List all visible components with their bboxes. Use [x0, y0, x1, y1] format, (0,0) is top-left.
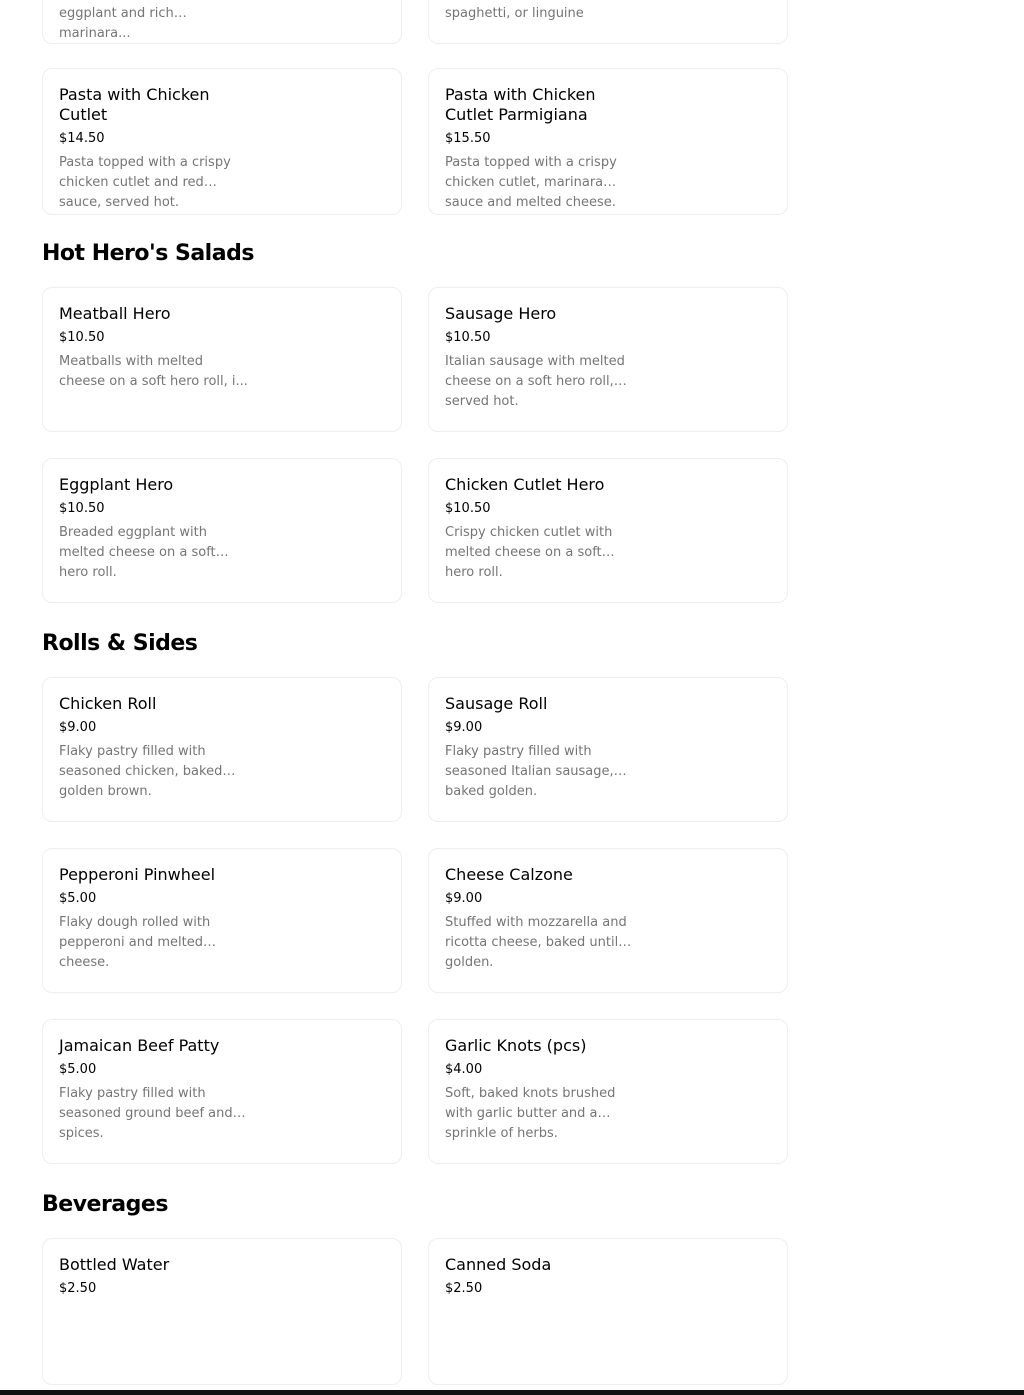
item-description: spaghetti, or linguine [445, 6, 584, 21]
item-price: $9.00 [445, 720, 483, 735]
item-price: $2.50 [445, 1281, 483, 1296]
item-name: Canned Soda [445, 1255, 552, 1274]
item-name: Garlic Knots (pcs) [445, 1036, 587, 1055]
menu-item-card[interactable] [42, 1238, 402, 1385]
menu-item-card[interactable] [428, 1238, 788, 1385]
item-price: $10.50 [59, 330, 105, 345]
item-price: $15.50 [445, 131, 491, 146]
item-name: Sausage Roll [445, 694, 548, 713]
item-price: $5.00 [59, 891, 97, 906]
menu-item-card[interactable] [428, 68, 788, 215]
item-description: Stuffed with mozzarella and ricotta cheese, baked until golden. [445, 915, 627, 970]
item-name: Pasta with Chicken Cutlet [59, 85, 210, 124]
item-description: Breaded eggplant with melted cheese on a soft hero roll. [59, 525, 216, 580]
item-name: Pasta with Chicken Cutlet Parmigiana [445, 85, 596, 124]
item-name: Meatball Hero [59, 304, 171, 323]
item-description: Meatballs with melted cheese on a soft hero roll, i... [59, 354, 248, 389]
item-price: $10.50 [59, 501, 105, 516]
item-description: Soft, baked knots brushed with garlic butter and a sprinkle of herbs. [445, 1086, 616, 1141]
item-description: eggplant and rich marinara... [59, 6, 174, 41]
menu-item-card[interactable] [42, 848, 402, 993]
item-description: Pasta topped with a crispy chicken cutlet, marinara sauce and melted cheese. [445, 155, 617, 210]
item-description: Pasta topped with a crispy chicken cutlet and red sauce, served hot. [59, 155, 231, 210]
item-price: $10.50 [445, 330, 491, 345]
item-price: $9.00 [59, 720, 97, 735]
section-title: Hot Hero's Salads [42, 241, 254, 266]
item-price: $4.00 [445, 1062, 483, 1077]
item-name: Eggplant Hero [59, 475, 174, 494]
section-title: Rolls & Sides [42, 631, 198, 656]
item-description: Flaky pastry filled with seasoned Italian sausage, baked golden. [445, 744, 614, 799]
menu-item-card[interactable] [42, 287, 402, 432]
bottom-bar [0, 1390, 1024, 1395]
item-description: Flaky pastry filled with seasoned chicken, baked golden brown. [59, 744, 223, 799]
item-description: Italian sausage with melted cheese on a soft hero roll, served hot. [445, 354, 625, 409]
item-price: $14.50 [59, 131, 105, 146]
menu-item-card[interactable] [428, 458, 788, 603]
menu-item-card[interactable] [42, 68, 402, 215]
item-name: Pepperoni Pinwheel [59, 865, 216, 884]
item-name: Chicken Roll [59, 694, 157, 713]
menu-item-card[interactable] [42, 0, 402, 44]
item-name: Cheese Calzone [445, 865, 573, 884]
menu-item-card[interactable] [428, 0, 788, 44]
menu-item-card[interactable] [42, 458, 402, 603]
menu-item-card[interactable] [42, 1019, 402, 1164]
section-title: Beverages [42, 1192, 168, 1217]
item-description: Flaky dough rolled with pepperoni and melted cheese. [59, 915, 211, 970]
item-description: Crispy chicken cutlet with melted cheese on a soft hero roll. [445, 525, 613, 580]
item-name: Jamaican Beef Patty [59, 1036, 220, 1055]
menu-item-card[interactable] [428, 287, 788, 432]
item-price: $9.00 [445, 891, 483, 906]
menu-item-card[interactable] [428, 677, 788, 822]
menu-item-card[interactable] [428, 1019, 788, 1164]
item-price: $2.50 [59, 1281, 97, 1296]
menu-item-card[interactable] [42, 677, 402, 822]
item-price: $5.00 [59, 1062, 97, 1077]
menu-item-card[interactable] [428, 848, 788, 993]
item-name: Chicken Cutlet Hero [445, 475, 605, 494]
item-description: Flaky pastry filled with seasoned ground beef and spices. [59, 1086, 233, 1141]
item-name: Sausage Hero [445, 304, 557, 323]
item-name: Bottled Water [59, 1255, 170, 1274]
item-price: $10.50 [445, 501, 491, 516]
